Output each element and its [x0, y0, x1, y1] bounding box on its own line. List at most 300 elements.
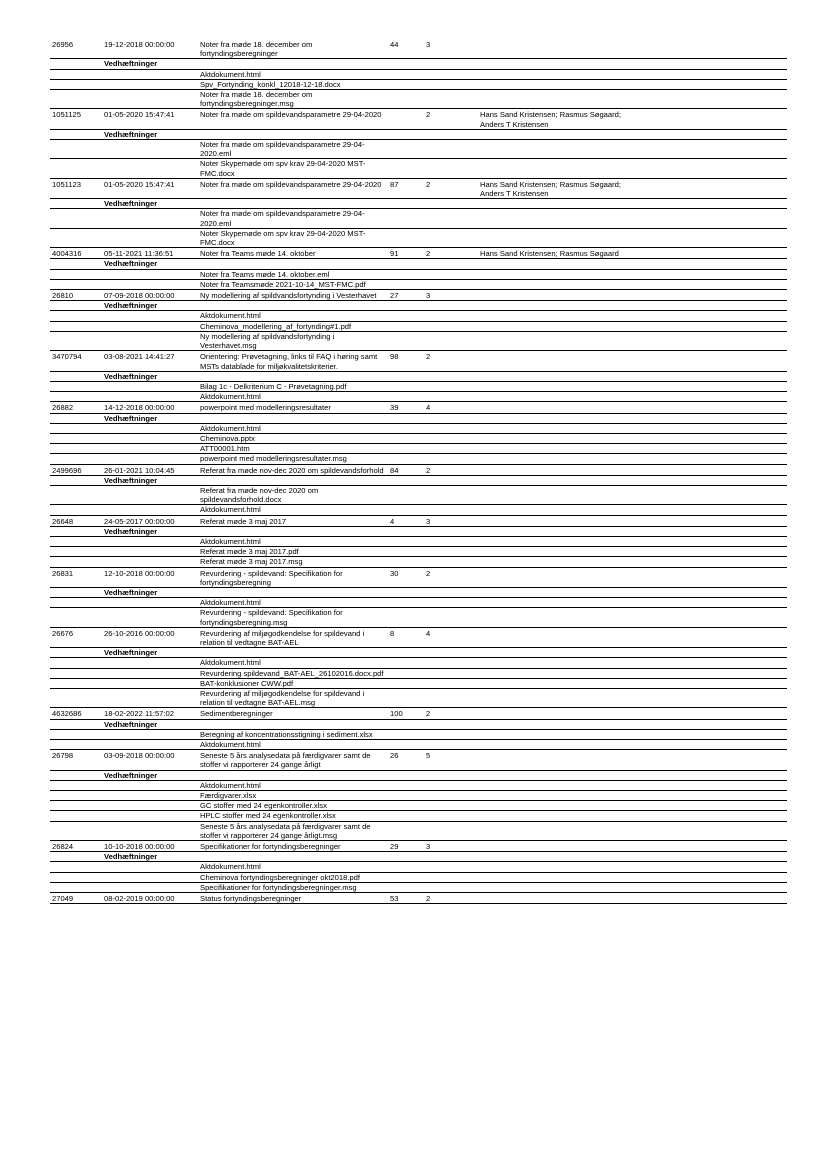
empty-cell — [638, 59, 787, 69]
attachment-filename[interactable]: Aktdokument.html — [198, 862, 388, 872]
attachment-filename[interactable]: Cheminova fortyndingsberegninger okt2018.pdf — [198, 872, 388, 882]
empty-cell — [424, 392, 478, 402]
empty-cell — [50, 547, 102, 557]
empty-cell — [198, 371, 388, 381]
empty-cell — [638, 269, 787, 279]
attachments-header-row — [50, 199, 787, 209]
attachments-header-row — [50, 648, 787, 658]
record-persons — [478, 841, 638, 852]
attachment-filename[interactable]: Revurdering spildevand_BAT-AEL_26102016.docx.pdf — [198, 668, 388, 678]
empty-cell — [50, 872, 102, 882]
empty-cell — [102, 331, 198, 350]
record-title: powerpoint med modelleringsresultater — [198, 402, 388, 413]
attachments-label: Vedhæftninger — [102, 475, 198, 485]
empty-cell — [478, 770, 638, 780]
attachment-filename[interactable]: Noter Skypemøde om spv krav 29-04-2020 MST-FMC.docx — [198, 228, 388, 247]
empty-cell — [478, 129, 638, 139]
record-title: Referat fra møde nov-dec 2020 om spildevandsforhold — [198, 464, 388, 475]
attachments-header-row — [50, 475, 787, 485]
empty-cell — [638, 729, 787, 739]
empty-cell — [638, 454, 787, 464]
empty-cell — [638, 872, 787, 882]
empty-cell — [388, 852, 424, 862]
empty-cell — [424, 301, 478, 311]
attachment-filename[interactable]: Noter fra Teamsmøde 2021-10-14_MST-FMC.pdf — [198, 279, 388, 289]
empty-cell — [638, 770, 787, 780]
empty-cell — [50, 433, 102, 443]
empty-cell — [424, 648, 478, 658]
record-num1: 87 — [388, 178, 424, 198]
record-title: Noter fra møde om spildevandsparametre 29-04-2020 — [198, 178, 388, 198]
empty-cell — [638, 668, 787, 678]
record-id: 26882 — [50, 402, 102, 413]
attachment-filename[interactable]: Beregning af koncentrationsstigning i sediment.xlsx — [198, 729, 388, 739]
empty-cell — [102, 658, 198, 668]
empty-cell — [50, 740, 102, 750]
empty-cell — [478, 331, 638, 350]
attachment-filename[interactable]: Noter fra Teams møde 14. oktober.eml — [198, 269, 388, 279]
empty-cell — [50, 423, 102, 433]
attachment-filename[interactable]: Revurdering - spildevand: Specifikation for fortyndingsberegning.msg — [198, 608, 388, 627]
empty-cell — [50, 801, 102, 811]
record-num2: 3 — [424, 841, 478, 852]
empty-cell — [102, 862, 198, 872]
attachment-filename[interactable]: powerpoint med modelleringsresultater.msg — [198, 454, 388, 464]
empty-cell — [478, 668, 638, 678]
record-num1: 26 — [388, 750, 424, 770]
empty-cell — [478, 371, 638, 381]
empty-cell — [102, 678, 198, 688]
record-num2: 2 — [424, 178, 478, 198]
attachment-row — [50, 557, 787, 567]
empty-cell — [638, 740, 787, 750]
empty-cell — [388, 526, 424, 536]
empty-cell — [50, 598, 102, 608]
empty-cell — [424, 371, 478, 381]
attachment-filename[interactable]: HPLC stoffer med 24 egenkontroller.xlsx — [198, 811, 388, 821]
empty-cell — [102, 780, 198, 790]
empty-cell — [478, 423, 638, 433]
record-row — [50, 178, 787, 198]
record-num1: 98 — [388, 351, 424, 371]
attachment-filename[interactable]: Referat fra møde nov-dec 2020 om spildevandsforhold.docx — [198, 485, 388, 504]
empty-cell — [478, 381, 638, 391]
attachment-filename[interactable]: GC stoffer med 24 egenkontroller.xlsx — [198, 801, 388, 811]
empty-cell — [424, 587, 478, 597]
empty-cell — [424, 658, 478, 668]
record-date: 24-05-2017 00:00:00 — [102, 515, 198, 526]
record-title: Noter fra møde om spildevandsparametre 29-04-2020 — [198, 109, 388, 129]
record-num2: 4 — [424, 627, 478, 647]
record-persons — [478, 464, 638, 475]
empty-cell — [638, 433, 787, 443]
empty-cell — [388, 587, 424, 597]
empty-cell — [50, 90, 102, 109]
empty-cell — [198, 770, 388, 780]
record-extra — [638, 627, 787, 647]
empty-cell — [388, 209, 424, 228]
empty-cell — [638, 658, 787, 668]
empty-cell — [50, 209, 102, 228]
attachments-header-row — [50, 852, 787, 862]
empty-cell — [424, 475, 478, 485]
attachment-filename[interactable]: Noter fra møde 18. december om fortyndingsberegninger.msg — [198, 90, 388, 109]
empty-cell — [638, 882, 787, 892]
empty-cell — [388, 381, 424, 391]
empty-cell — [638, 199, 787, 209]
empty-cell — [388, 413, 424, 423]
empty-cell — [198, 259, 388, 269]
attachment-filename[interactable]: Færdigvarer.xlsx — [198, 791, 388, 801]
record-date: 26-10-2016 00:00:00 — [102, 627, 198, 647]
record-num1: 91 — [388, 248, 424, 259]
attachment-row — [50, 392, 787, 402]
empty-cell — [424, 505, 478, 515]
attachment-row — [50, 780, 787, 790]
record-date: 10-10-2018 00:00:00 — [102, 841, 198, 852]
empty-cell — [424, 423, 478, 433]
empty-cell — [424, 485, 478, 504]
empty-cell — [388, 392, 424, 402]
empty-cell — [638, 811, 787, 821]
attachment-filename[interactable]: ATT00001.htm — [198, 444, 388, 454]
empty-cell — [638, 598, 787, 608]
empty-cell — [388, 689, 424, 708]
empty-cell — [388, 791, 424, 801]
attachment-filename[interactable]: Aktdokument.html — [198, 69, 388, 79]
empty-cell — [638, 648, 787, 658]
record-id: 26648 — [50, 515, 102, 526]
empty-cell — [102, 740, 198, 750]
empty-cell — [638, 413, 787, 423]
empty-cell — [102, 69, 198, 79]
record-num2: 3 — [424, 39, 478, 59]
record-extra — [638, 708, 787, 719]
empty-cell — [478, 862, 638, 872]
empty-cell — [638, 279, 787, 289]
empty-cell — [102, 536, 198, 546]
record-num1 — [388, 109, 424, 129]
attachments-label: Vedhæftninger — [102, 301, 198, 311]
record-date: 18-02-2022 11:57:02 — [102, 708, 198, 719]
attachment-filename[interactable]: Noter Skypemøde om spv krav 29-04-2020 MST-FMC.docx — [198, 159, 388, 178]
attachment-row — [50, 547, 787, 557]
attachment-filename[interactable]: Cheminova.pptx — [198, 433, 388, 443]
empty-cell — [198, 526, 388, 536]
attachments-label: Vedhæftninger — [102, 719, 198, 729]
empty-cell — [638, 129, 787, 139]
empty-cell — [424, 811, 478, 821]
empty-cell — [638, 536, 787, 546]
empty-cell — [50, 557, 102, 567]
attachment-filename[interactable]: Ny modellering af spildvandsfortynding i Vesterhavet.msg — [198, 331, 388, 350]
attachment-row — [50, 79, 787, 89]
attachment-row — [50, 69, 787, 79]
attachment-filename[interactable]: Specifikationer for fortyndingsberegninger.msg — [198, 882, 388, 892]
attachment-row — [50, 882, 787, 892]
attachment-filename[interactable]: Aktdokument.html — [198, 311, 388, 321]
empty-cell — [638, 689, 787, 708]
record-persons — [478, 567, 638, 587]
empty-cell — [424, 608, 478, 627]
attachments-header-row — [50, 371, 787, 381]
empty-cell — [388, 69, 424, 79]
empty-cell — [424, 279, 478, 289]
record-date: 03-09-2018 00:00:00 — [102, 750, 198, 770]
record-row — [50, 708, 787, 719]
empty-cell — [638, 801, 787, 811]
record-row — [50, 464, 787, 475]
attachment-filename[interactable]: Aktdokument.html — [198, 392, 388, 402]
empty-cell — [478, 259, 638, 269]
record-date: 12-10-2018 00:00:00 — [102, 567, 198, 587]
attachment-filename[interactable]: Cheminova_modellering_af_fortynding#1.pdf — [198, 321, 388, 331]
empty-cell — [50, 301, 102, 311]
empty-cell — [50, 780, 102, 790]
empty-cell — [478, 852, 638, 862]
record-id: 26956 — [50, 39, 102, 59]
record-row — [50, 893, 787, 904]
record-id: 3470794 — [50, 351, 102, 371]
empty-cell — [102, 90, 198, 109]
record-id: 26824 — [50, 841, 102, 852]
empty-cell — [102, 79, 198, 89]
attachment-filename[interactable]: Aktdokument.html — [198, 780, 388, 790]
empty-cell — [388, 371, 424, 381]
attachment-row — [50, 801, 787, 811]
attachment-filename[interactable]: Noter fra møde om spildevandsparametre 29-04-2020.eml — [198, 140, 388, 159]
empty-cell — [388, 536, 424, 546]
attachment-filename[interactable]: Spv_Fortynding_konkl_12018-12-18.docx — [198, 79, 388, 89]
empty-cell — [478, 536, 638, 546]
empty-cell — [424, 678, 478, 688]
empty-cell — [388, 882, 424, 892]
record-persons — [478, 893, 638, 904]
attachment-filename[interactable]: Aktdokument.html — [198, 740, 388, 750]
empty-cell — [424, 228, 478, 247]
attachments-label: Vedhæftninger — [102, 526, 198, 536]
attachment-row — [50, 90, 787, 109]
record-extra — [638, 750, 787, 770]
record-num1: 84 — [388, 464, 424, 475]
empty-cell — [388, 311, 424, 321]
record-id: 26676 — [50, 627, 102, 647]
empty-cell — [198, 719, 388, 729]
empty-cell — [388, 159, 424, 178]
empty-cell — [50, 668, 102, 678]
empty-cell — [478, 780, 638, 790]
empty-cell — [102, 547, 198, 557]
empty-cell — [638, 331, 787, 350]
empty-cell — [102, 433, 198, 443]
record-num1: 4 — [388, 515, 424, 526]
empty-cell — [388, 557, 424, 567]
record-title: Revurdering af miljøgodkendelse for spildevand i relation til vedtagne BAT-AEL — [198, 627, 388, 647]
attachment-row — [50, 791, 787, 801]
empty-cell — [102, 882, 198, 892]
attachment-row — [50, 729, 787, 739]
empty-cell — [638, 381, 787, 391]
empty-cell — [478, 648, 638, 658]
empty-cell — [478, 279, 638, 289]
record-row — [50, 750, 787, 770]
record-row — [50, 402, 787, 413]
empty-cell — [388, 608, 424, 627]
empty-cell — [102, 729, 198, 739]
empty-cell — [478, 59, 638, 69]
empty-cell — [424, 770, 478, 780]
empty-cell — [638, 423, 787, 433]
empty-cell — [198, 852, 388, 862]
empty-cell — [638, 321, 787, 331]
empty-cell — [638, 475, 787, 485]
record-persons — [478, 402, 638, 413]
record-persons: Hans Sand Kristensen; Rasmus Søgaard — [478, 248, 638, 259]
empty-cell — [198, 129, 388, 139]
empty-cell — [424, 311, 478, 321]
empty-cell — [50, 658, 102, 668]
empty-cell — [478, 485, 638, 504]
empty-cell — [50, 79, 102, 89]
attachments-label: Vedhæftninger — [102, 587, 198, 597]
empty-cell — [198, 199, 388, 209]
attachment-row — [50, 331, 787, 350]
record-id: 27049 — [50, 893, 102, 904]
empty-cell — [478, 678, 638, 688]
attachment-row — [50, 209, 787, 228]
record-num2: 5 — [424, 750, 478, 770]
empty-cell — [424, 79, 478, 89]
attachment-filename[interactable]: Noter fra møde om spildevandsparametre 29-04-2020.eml — [198, 209, 388, 228]
empty-cell — [638, 90, 787, 109]
empty-cell — [424, 719, 478, 729]
empty-cell — [50, 485, 102, 504]
empty-cell — [638, 79, 787, 89]
attachment-row — [50, 269, 787, 279]
empty-cell — [50, 648, 102, 658]
empty-cell — [102, 269, 198, 279]
empty-cell — [638, 140, 787, 159]
attachments-header-row — [50, 526, 787, 536]
empty-cell — [478, 392, 638, 402]
attachment-row — [50, 505, 787, 515]
empty-cell — [388, 423, 424, 433]
record-title: Ny modellering af spildvandsfortynding i Vesterhavet — [198, 290, 388, 301]
empty-cell — [638, 678, 787, 688]
record-extra — [638, 893, 787, 904]
attachment-filename[interactable]: Revurdering af miljøgodkendelse for spildevand i relation til vedtagne BAT-AEL.msg — [198, 689, 388, 708]
record-extra — [638, 402, 787, 413]
record-row — [50, 290, 787, 301]
attachment-filename[interactable]: Aktdokument.html — [198, 505, 388, 515]
empty-cell — [478, 547, 638, 557]
attachment-filename[interactable]: Referat møde 3 maj 2017.msg — [198, 557, 388, 567]
empty-cell — [638, 485, 787, 504]
empty-cell — [102, 608, 198, 627]
attachment-filename[interactable]: Bilag 1c - Delkriterium C - Prøvetagning.pdf — [198, 381, 388, 391]
empty-cell — [478, 159, 638, 178]
empty-cell — [102, 311, 198, 321]
empty-cell — [50, 381, 102, 391]
empty-cell — [638, 791, 787, 801]
record-row — [50, 351, 787, 371]
record-title: Referat møde 3 maj 2017 — [198, 515, 388, 526]
record-extra — [638, 351, 787, 371]
empty-cell — [638, 547, 787, 557]
empty-cell — [50, 811, 102, 821]
empty-cell — [424, 321, 478, 331]
empty-cell — [424, 90, 478, 109]
empty-cell — [50, 269, 102, 279]
record-id: 4004316 — [50, 248, 102, 259]
record-extra — [638, 290, 787, 301]
empty-cell — [198, 301, 388, 311]
empty-cell — [102, 321, 198, 331]
empty-cell — [388, 811, 424, 821]
empty-cell — [478, 140, 638, 159]
empty-cell — [102, 279, 198, 289]
empty-cell — [388, 719, 424, 729]
attachment-row — [50, 608, 787, 627]
empty-cell — [50, 413, 102, 423]
empty-cell — [50, 331, 102, 350]
attachment-filename[interactable]: Referat møde 3 maj 2017.pdf — [198, 547, 388, 557]
empty-cell — [50, 526, 102, 536]
record-date: 26-01-2021 10:04:45 — [102, 464, 198, 475]
empty-cell — [50, 199, 102, 209]
attachment-filename[interactable]: Aktdokument.html — [198, 423, 388, 433]
empty-cell — [478, 321, 638, 331]
empty-cell — [50, 279, 102, 289]
attachment-filename[interactable]: Aktdokument.html — [198, 598, 388, 608]
record-id: 26810 — [50, 290, 102, 301]
empty-cell — [102, 444, 198, 454]
empty-cell — [424, 69, 478, 79]
empty-cell — [388, 140, 424, 159]
empty-cell — [102, 423, 198, 433]
attachments-label: Vedhæftninger — [102, 648, 198, 658]
empty-cell — [424, 852, 478, 862]
attachment-filename[interactable]: Seneste 5 års analysedata på færdigvarer samt de stoffer vi rapporterer 24 gange årligt.msg — [198, 821, 388, 840]
empty-cell — [478, 872, 638, 882]
attachment-filename[interactable]: Aktdokument.html — [198, 536, 388, 546]
empty-cell — [50, 69, 102, 79]
records-table — [50, 39, 787, 904]
attachments-label: Vedhæftninger — [102, 413, 198, 423]
attachment-row — [50, 821, 787, 840]
attachment-filename[interactable]: BAT-konklusioner CWW.pdf — [198, 678, 388, 688]
empty-cell — [638, 159, 787, 178]
empty-cell — [424, 413, 478, 423]
attachment-filename[interactable]: Aktdokument.html — [198, 658, 388, 668]
attachments-header-row — [50, 587, 787, 597]
attachment-row — [50, 485, 787, 504]
record-title: Status fortyndingsberegninger — [198, 893, 388, 904]
empty-cell — [424, 526, 478, 536]
empty-cell — [50, 475, 102, 485]
record-num1: 100 — [388, 708, 424, 719]
record-persons — [478, 708, 638, 719]
empty-cell — [388, 780, 424, 790]
empty-cell — [102, 381, 198, 391]
empty-cell — [388, 259, 424, 269]
empty-cell — [50, 862, 102, 872]
attachment-row — [50, 140, 787, 159]
empty-cell — [424, 444, 478, 454]
record-title: Orientering: Prøvetagning, links til FAQ i høring samt MSTs datablade for miljøkvalitetskriterier. — [198, 351, 388, 371]
record-title: Noter fra møde 18. december om fortyndingsberegninger — [198, 39, 388, 59]
empty-cell — [478, 882, 638, 892]
